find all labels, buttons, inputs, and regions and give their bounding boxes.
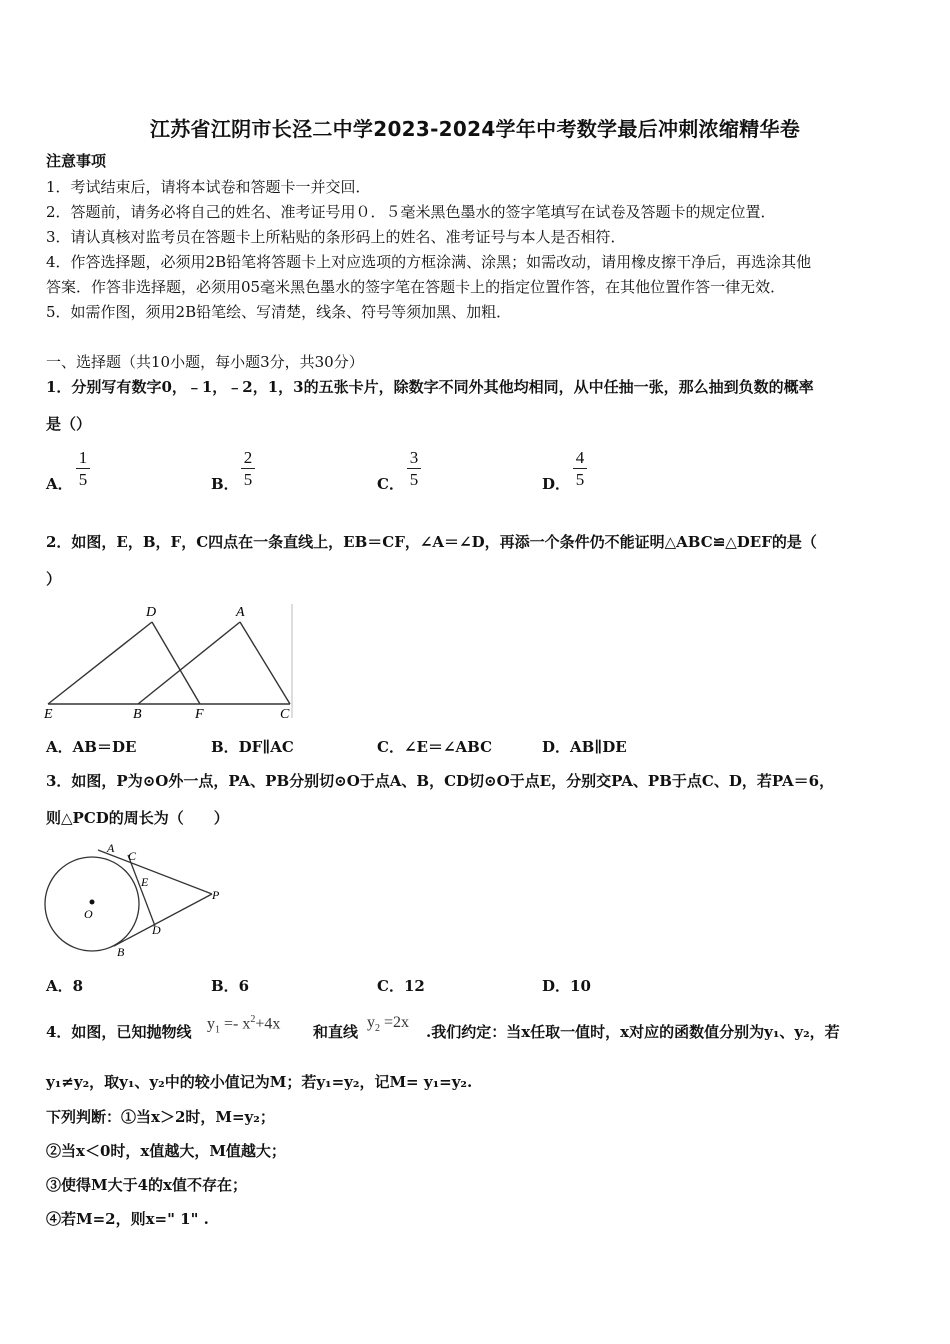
q1-stem-cont: 是（） [46,415,92,433]
q3-label-e: E [141,875,149,889]
q1-option-c-fraction: 3 5 [407,448,421,489]
q2-label-d: D [146,605,157,620]
q3-label-b: B [117,945,125,959]
page-title: 江苏省江阴市长泾二中学2023-2024学年中考数学最后冲刺浓缩精华卷 [149,117,801,141]
q2-triangle-figure [40,598,300,723]
q4-stem-suffix: .我们约定：当x任取一值时，x对应的函数值分别为y₁、y₂，若 [426,1023,840,1041]
q2-stem-cont: ） [46,570,62,588]
q3-label-d: D [152,923,161,937]
q1-option-b-fraction: 2 5 [241,448,255,489]
q4-stem-mid: 和直线 [313,1023,359,1041]
notice-item: 4．作答选择题，必须用2B铅笔将答题卡上对应选项的方框涂满、涂黑；如需改动，请用橡皮擦干净后，再选涂其他 [46,253,812,271]
q4-line-formula: $y_2 =2x$ [367,1014,410,1035]
q2-label-a: A [236,605,245,620]
q3-option-b: B．6 [211,977,250,995]
q3-option-c: C．12 [377,977,425,995]
q3-label-o: O [84,907,93,921]
q1-option-a-fraction: 1 5 [76,448,90,489]
q2-label-e: E [44,707,53,722]
notice-heading: 注意事项 [46,152,107,170]
q3-circle-figure [40,838,230,963]
section-heading: 一、选择题（共10小题，每小题3分，共30分） [46,353,364,371]
q2-option-a: A．AB＝DE [46,738,137,756]
q3-option-d: D．10 [542,977,591,995]
q2-option-b: B．DF∥AC [211,738,294,756]
q3-label-c: C [128,849,137,863]
q2-label-c: C [280,707,290,722]
q1-option-d-fraction: 4 5 [573,448,587,489]
q2-option-c: C．∠E＝∠ABC [377,738,493,756]
q1-option-b-label: B． [211,475,239,493]
q4-judgement-3: ③使得M大于4的x值不存在； [46,1176,247,1194]
q1-option-c-label: C． [377,475,404,493]
q3-label-p: P [212,888,220,902]
q4-stem-prefix: 4．如图，已知抛物线 [46,1023,192,1041]
q2-option-d: D．AB∥DE [542,738,627,756]
q2-label-b: B [133,707,142,722]
q3-label-a: A [107,841,115,855]
q1-option-d-label: D． [542,475,571,493]
notice-item: 1．考试结束后，请将本试卷和答题卡一并交回． [46,178,371,196]
q3-stem: 3．如图，P为⊙O外一点，PA、PB分别切⊙O于点A、B，CD切⊙O于点E，分别交PA、PB于点C、D，若PA＝6， [46,772,835,790]
q4-parabola-formula: $y_1 =- x^2+4x$ [207,1014,281,1036]
notice-item: 3．请认真核对监考员在答题卡上所粘贴的条形码上的姓名、准考证号与本人是否相符． [46,228,626,246]
notice-item: 5．如需作图，须用2B铅笔绘、写清楚，线条、符号等须加黑、加粗． [46,303,512,321]
q1-option-a-label: A． [46,475,73,493]
q4-stem-cont: y₁≠y₂，取y₁、y₂中的较小值记为M；若y₁=y₂，记M= y₁=y₂. [46,1073,473,1091]
q1-stem: 1．分别写有数字0，﹣1，﹣2，1，3的五张卡片，除数字不同外其他均相同，从中任抽一张，那么抽到负数的概率 [46,378,814,396]
notice-item: 2．答题前，请务必将自己的姓名、准考证号用０．５毫米黑色墨水的签字笔填写在试卷及答题卡的规定位置． [46,203,776,221]
q4-judgement-1: 下列判断：①当x＞2时，M=y₂； [46,1108,275,1126]
q3-stem-cont: 则△PCD的周长为（ ） [46,809,229,827]
q3-option-a: A．8 [46,977,84,995]
q4-judgement-2: ②当x＜0时，x值越大，M值越大； [46,1142,286,1160]
q2-stem: 2．如图，E，B，F，C四点在一条直线上，EB＝CF，∠A＝∠D，再添一个条件仍不能证明△ABC≌△DEF的是（ [46,533,817,551]
q2-label-f: F [195,707,204,722]
notice-item: 答案．作答非选择题，必须用05毫米黑色墨水的签字笔在答题卡上的指定位置作答，在其他位置作答一律无效． [46,278,786,296]
q4-judgement-4: ④若M=2，则x=" 1" . [46,1210,209,1228]
